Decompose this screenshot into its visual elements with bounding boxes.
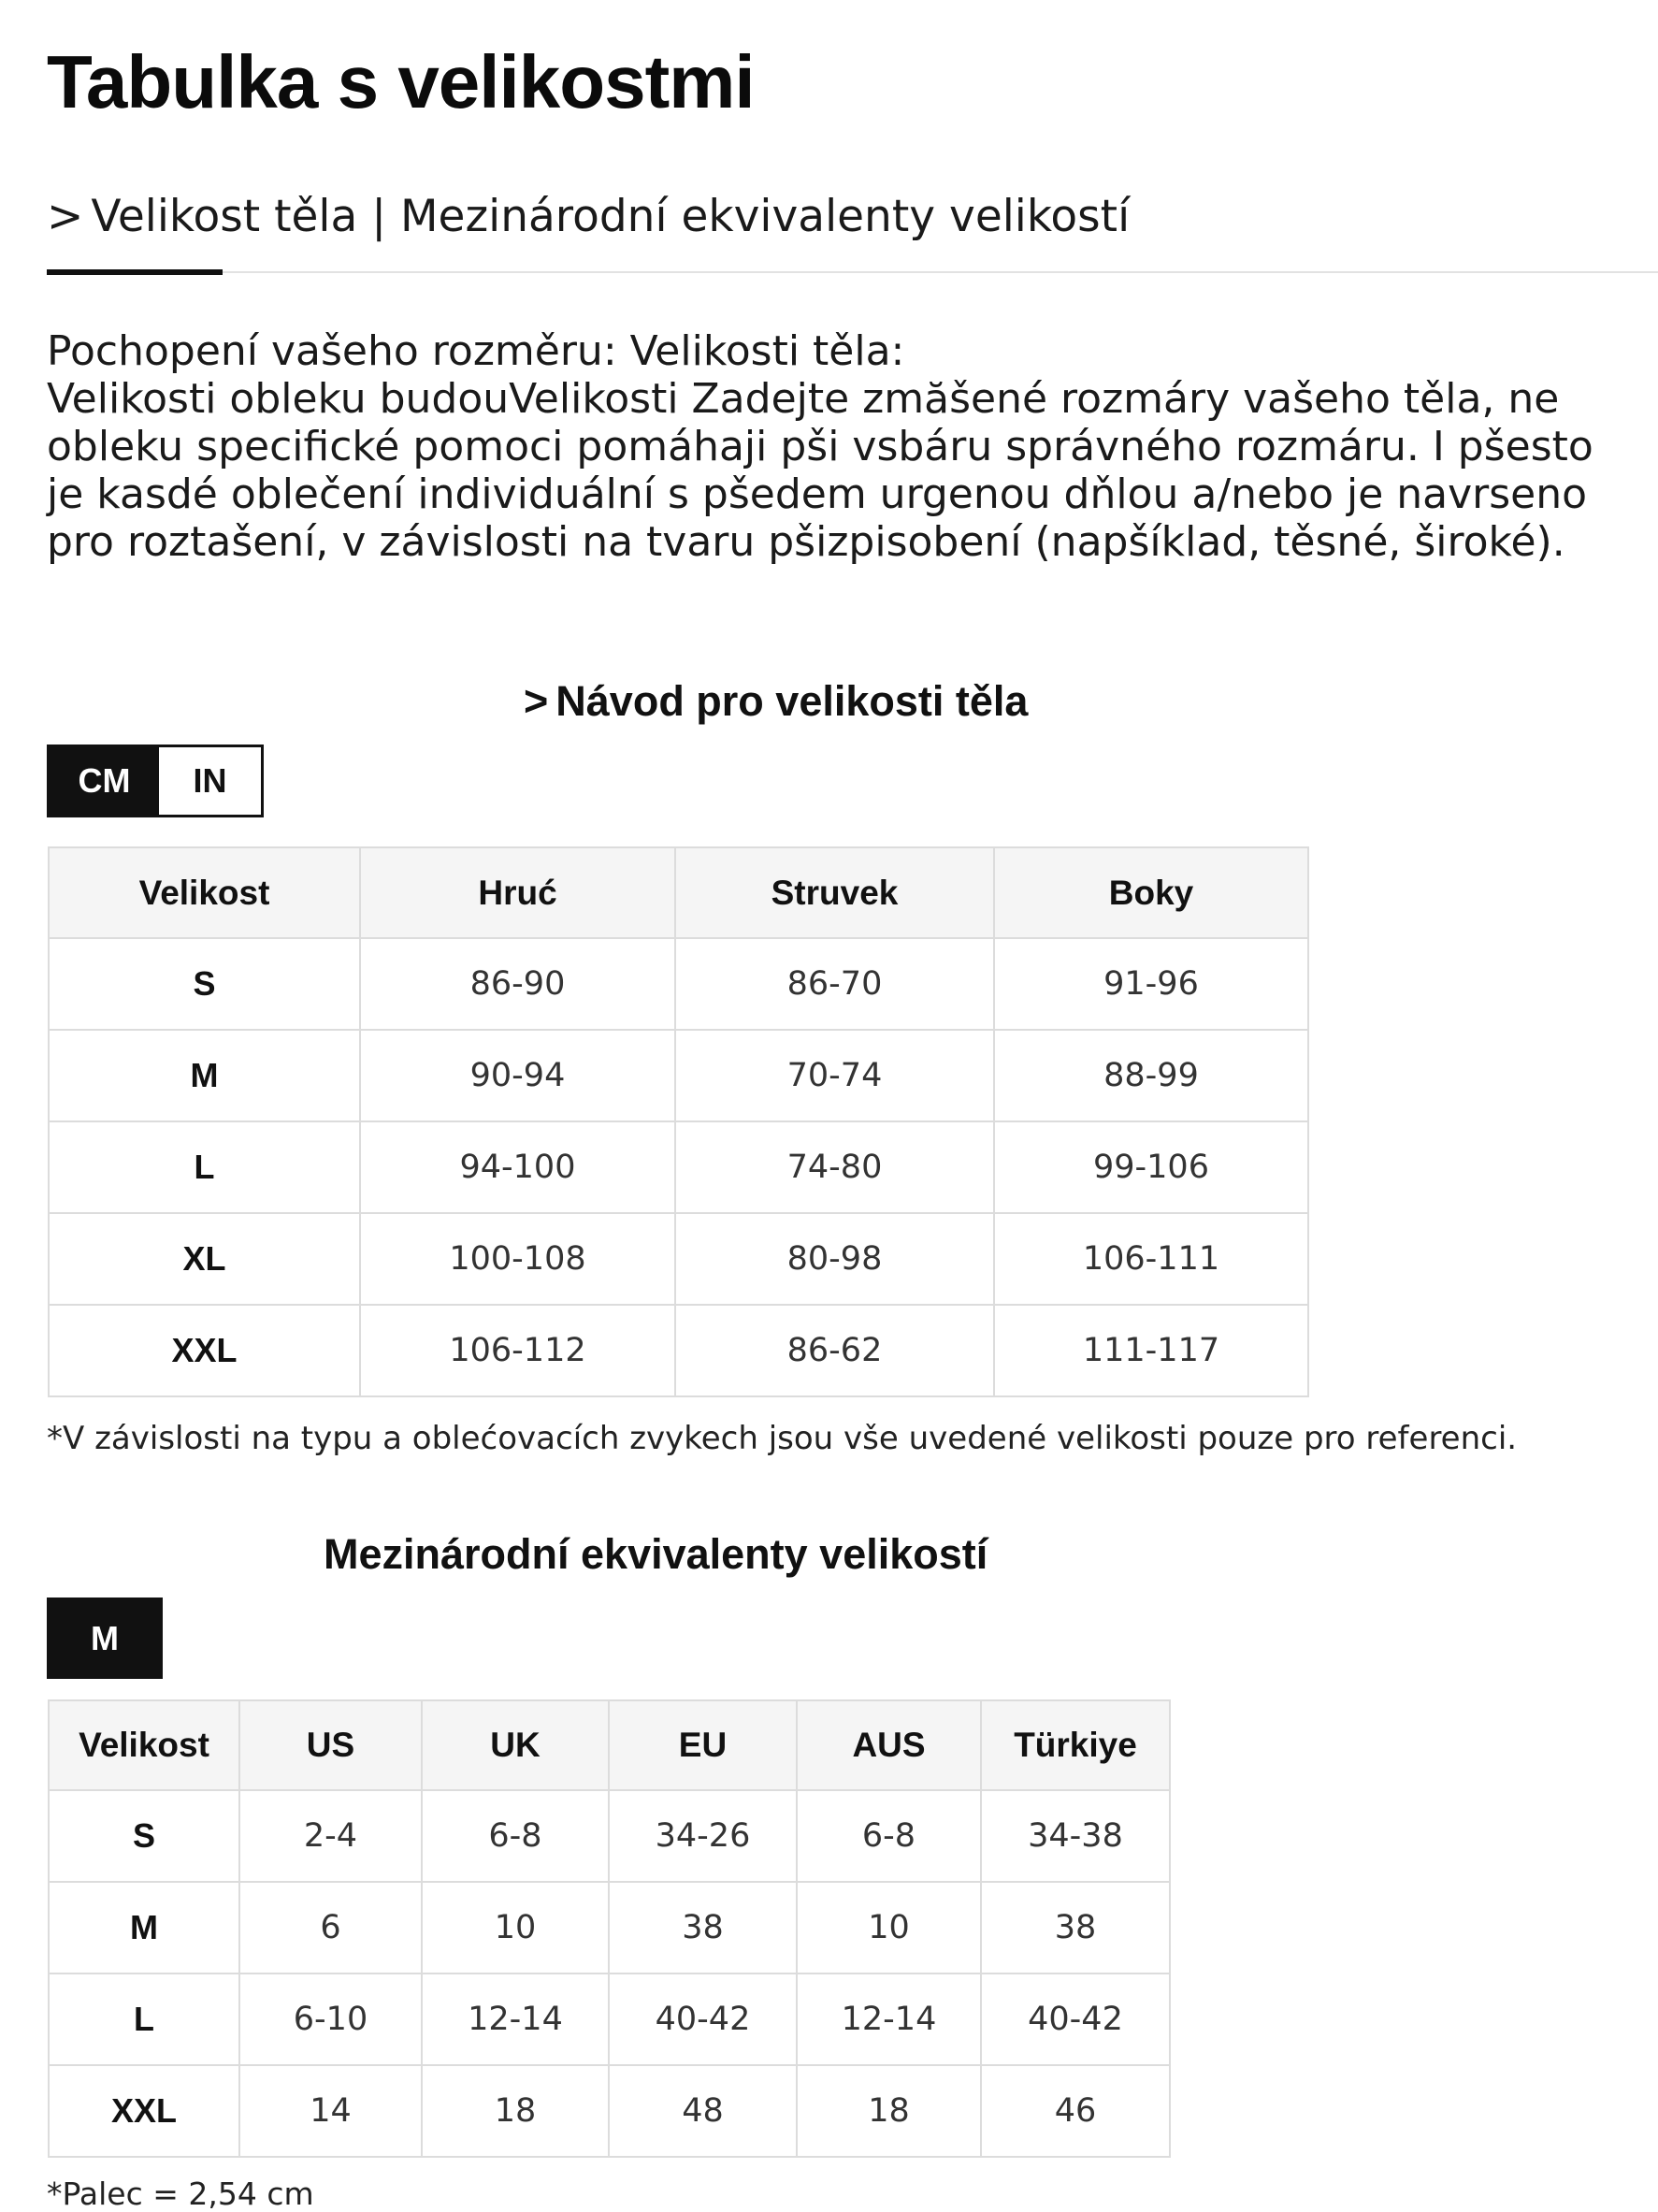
table-row <box>49 1790 1170 1882</box>
column-header: EU <box>609 1700 797 1790</box>
body-guide-heading <box>524 677 1028 726</box>
value-cell: 34-38 <box>981 1790 1170 1882</box>
size-cell: M <box>49 1882 239 1973</box>
value-cell: 34-26 <box>609 1790 797 1882</box>
value-cell: 6 <box>239 1882 422 1973</box>
value-cell: 6-8 <box>797 1790 981 1882</box>
value-cell: 88-99 <box>994 1030 1308 1121</box>
column-header: Velikost <box>49 847 360 938</box>
table-header-row <box>49 847 1308 938</box>
column-header: Türkiye <box>981 1700 1170 1790</box>
international-size-table <box>48 1699 1171 2158</box>
value-cell: 99-106 <box>994 1121 1308 1213</box>
value-cell: 18 <box>797 2065 981 2157</box>
intro-body: Velikosti obleku budouVelikosti Zadejte zmăšené rozmáry vašeho těla, ne obleku specifické pomoci pomáhaji pši vsbáru správného rozmáru. I pšesto je kasdé oblečení individuální s pšedem urgenou dňlou a/nebo je navrseno pro roztašení, v závislosti na tvaru pšizpisobení (napšíklad, těsné, široké). <box>47 375 1593 566</box>
size-cell: S <box>49 938 360 1030</box>
value-cell: 94-100 <box>360 1121 675 1213</box>
value-cell: 111-117 <box>994 1305 1308 1396</box>
value-cell: 18 <box>422 2065 609 2157</box>
value-cell: 74-80 <box>675 1121 994 1213</box>
column-header: UK <box>422 1700 609 1790</box>
table-row <box>49 1973 1170 2065</box>
intro-text <box>47 327 1627 566</box>
value-cell: 91-96 <box>994 938 1308 1030</box>
international-footnote: *Palec = 2,54 cm <box>47 2176 314 2212</box>
chevron-right-icon: > <box>47 191 84 242</box>
table-row <box>49 1305 1308 1396</box>
unit-in-button[interactable]: IN <box>159 747 261 815</box>
table-row <box>49 2065 1170 2157</box>
chevron-right-icon: > <box>524 677 549 725</box>
value-cell: 86-90 <box>360 938 675 1030</box>
column-header: AUS <box>797 1700 981 1790</box>
column-header: Struvek <box>675 847 994 938</box>
value-cell: 90-94 <box>360 1030 675 1121</box>
value-cell: 100-108 <box>360 1213 675 1305</box>
value-cell: 38 <box>981 1882 1170 1973</box>
tab-label: Velikost těla | Mezinárodní ekvivalenty velikostí <box>91 191 1131 242</box>
size-cell: XL <box>49 1213 360 1305</box>
body-guide-footnote: *V závislosti na typu a oblećovacích zvykech jsou vše uvedené velikosti pouze pro referenci. <box>47 1420 1518 1457</box>
value-cell: 38 <box>609 1882 797 1973</box>
international-heading: Mezinárodní ekvivalenty velikostí <box>324 1530 988 1578</box>
size-filter-m-button[interactable]: M <box>47 1598 163 1679</box>
size-cell: L <box>49 1121 360 1213</box>
value-cell: 70-74 <box>675 1030 994 1121</box>
unit-toggle <box>47 745 264 817</box>
value-cell: 86-62 <box>675 1305 994 1396</box>
value-cell: 2-4 <box>239 1790 422 1882</box>
value-cell: 40-42 <box>609 1973 797 2065</box>
page-title: Tabulka s velikostmi <box>47 40 755 123</box>
value-cell: 6-10 <box>239 1973 422 2065</box>
table-row <box>49 938 1308 1030</box>
table-row <box>49 1030 1308 1121</box>
value-cell: 46 <box>981 2065 1170 2157</box>
body-guide-heading-text: Návod pro velikosti těla <box>555 677 1029 725</box>
size-cell: L <box>49 1973 239 2065</box>
value-cell: 106-112 <box>360 1305 675 1396</box>
unit-cm-button[interactable]: CM <box>50 747 159 815</box>
tab-strip <box>47 191 1658 273</box>
column-header: Velikost <box>49 1700 239 1790</box>
value-cell: 10 <box>422 1882 609 1973</box>
size-cell: XXL <box>49 1305 360 1396</box>
intro-heading: Pochopení vašeho rozměru: Velikosti těla: <box>47 327 905 375</box>
value-cell: 12-14 <box>422 1973 609 2065</box>
body-size-table <box>48 846 1309 1397</box>
table-row <box>49 1213 1308 1305</box>
value-cell: 106-111 <box>994 1213 1308 1305</box>
size-filter <box>47 1598 163 1679</box>
column-header: US <box>239 1700 422 1790</box>
value-cell: 14 <box>239 2065 422 2157</box>
value-cell: 48 <box>609 2065 797 2157</box>
tab-body-size-international[interactable] <box>47 191 1130 242</box>
column-header: Boky <box>994 847 1308 938</box>
table-row <box>49 1121 1308 1213</box>
value-cell: 80-98 <box>675 1213 994 1305</box>
size-cell: M <box>49 1030 360 1121</box>
size-cell: XXL <box>49 2065 239 2157</box>
value-cell: 86-70 <box>675 938 994 1030</box>
value-cell: 12-14 <box>797 1973 981 2065</box>
size-cell: S <box>49 1790 239 1882</box>
table-row <box>49 1882 1170 1973</box>
tab-active-underline <box>47 269 223 275</box>
value-cell: 10 <box>797 1882 981 1973</box>
value-cell: 40-42 <box>981 1973 1170 2065</box>
column-header: Hruć <box>360 847 675 938</box>
table-header-row <box>49 1700 1170 1790</box>
value-cell: 6-8 <box>422 1790 609 1882</box>
